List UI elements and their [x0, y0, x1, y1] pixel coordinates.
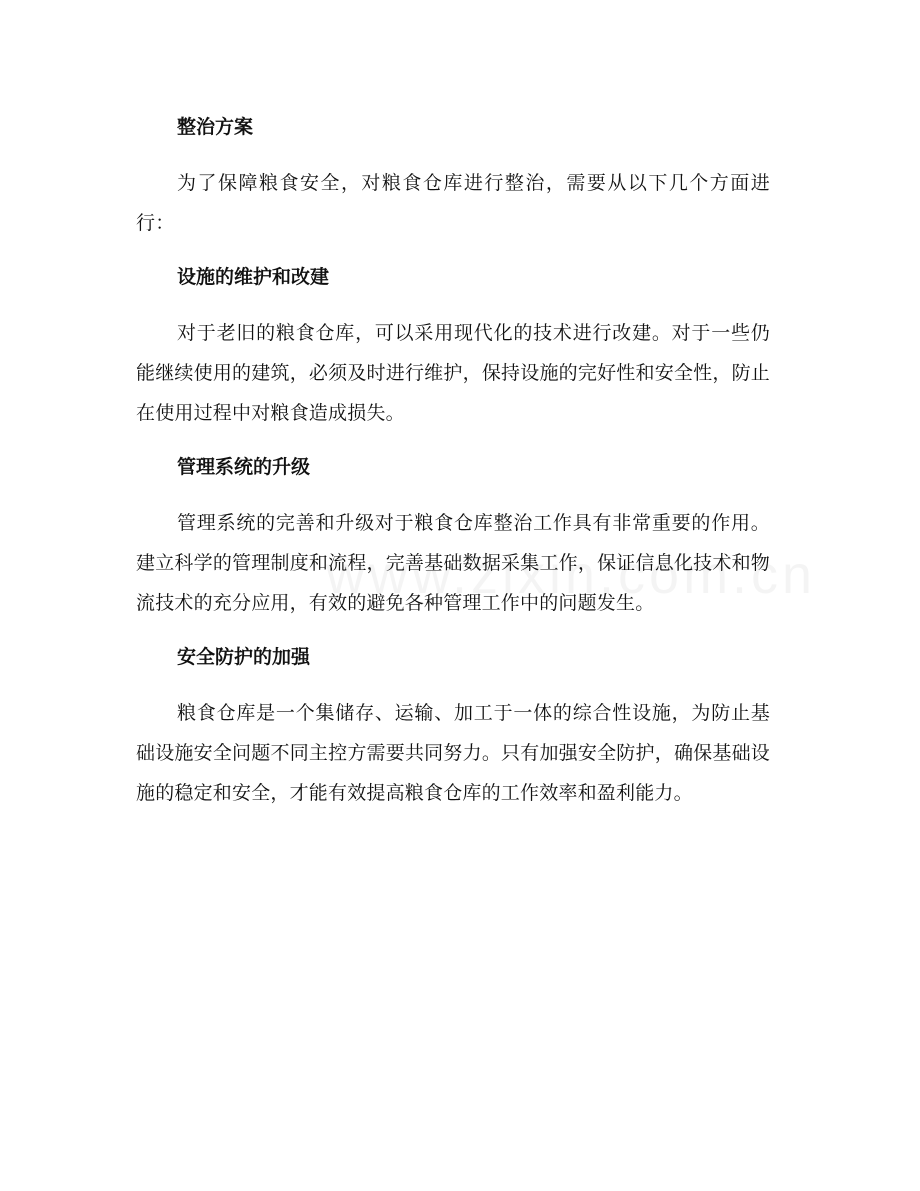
section-rectification-plan [136, 108, 770, 243]
section-facility-maintenance [136, 258, 770, 433]
section-heading: 设施的维护和改建 [177, 266, 330, 288]
section-paragraph: 管理系统的完善和升级对于粮食仓库整治工作具有非常重要的作用。建立科学的管理制度和流程，完善基础数据采集工作，保证信息化技术和物流技术的充分应用，有效的避免各种管理工作中的问题发生。 [136, 512, 770, 614]
section-heading: 管理系统的升级 [177, 456, 311, 478]
section-paragraph: 为了保障粮食安全，对粮食仓库进行整治，需要从以下几个方面进行： [136, 172, 770, 234]
section-heading: 安全防护的加强 [177, 646, 311, 668]
section-security-protection [136, 638, 770, 813]
section-paragraph: 粮食仓库是一个集储存、运输、加工于一体的综合性设施，为防止基础设施安全问题不同主控方需要共同努力。只有加强安全防护，确保基础设施的稳定和安全，才能有效提高粮食仓库的工作效率和盈利能力。 [136, 702, 770, 804]
section-heading: 整治方案 [177, 116, 254, 138]
section-management-upgrade [136, 448, 770, 623]
section-paragraph: 对于老旧的粮食仓库，可以采用现代化的技术进行改建。对于一些仍能继续使用的建筑，必须及时进行维护，保持设施的完好性和安全性，防止在使用过程中对粮食造成损失。 [136, 322, 770, 424]
document-body [136, 108, 770, 828]
